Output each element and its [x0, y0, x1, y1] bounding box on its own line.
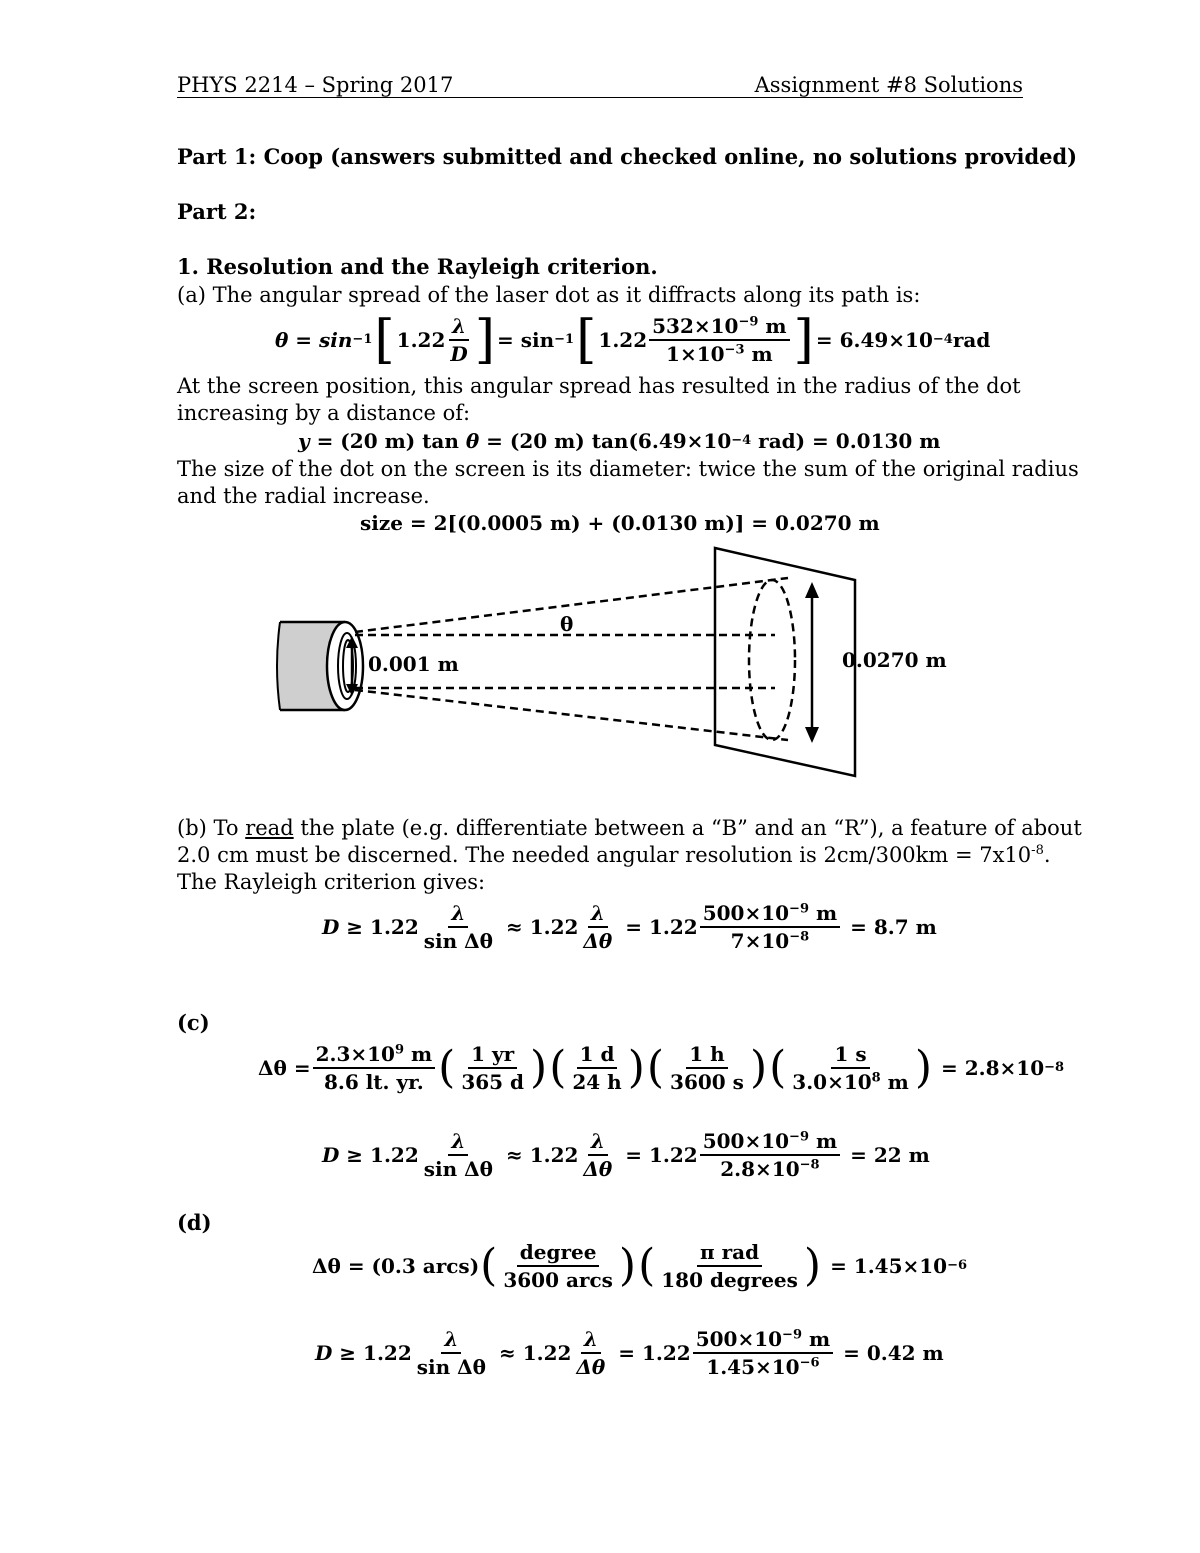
eqb-d3: 7×10 — [730, 929, 790, 953]
equation-angular-spread: θ = sin −1 [ 1.22 $\frac{\lambda}{D}$ ] = sin −1 [ 1.22 $\frac{532\times 10^{-9} m}{1\times 10^{-3} m}$ ] = 6.49×10 −4 rad — [275, 310, 991, 370]
paren-open: ( — [549, 1042, 567, 1093]
paren-close: ) — [914, 1042, 933, 1093]
eqd2-n3-unit: m — [802, 1327, 831, 1351]
fraction — [421, 901, 496, 953]
eqc2-n3-unit: m — [809, 1129, 838, 1153]
fraction — [421, 1129, 496, 1181]
paragraph-size-line1: The size of the dot on the screen is its diameter: twice the sum of the original radius — [177, 457, 1079, 481]
eqd1-n2: π rad — [697, 1240, 762, 1267]
equation-radius-increase: y = (20 m) tan θ = (20 m) tan(6.49×10 −4 rad) = 0.0130 m — [298, 429, 941, 453]
paren-open: ( — [480, 1240, 498, 1291]
eqc2-n3-exp: −9 — [789, 1129, 809, 1145]
eqc1-n4: 1 h — [686, 1042, 727, 1069]
eqd1-d1: 3600 arcs — [503, 1268, 613, 1292]
part-c-label: (c) — [177, 1010, 210, 1035]
paren-open: ( — [638, 1240, 656, 1291]
eqc1-n5: 1 s — [831, 1042, 869, 1069]
eq2-b: = (20 m) tan — [309, 429, 466, 453]
fraction — [573, 1327, 608, 1379]
part-b-line1 — [177, 815, 1082, 841]
eq2-e: rad) = 0.0130 m — [751, 429, 941, 453]
eqb-res: = 8.7 m — [850, 915, 937, 939]
paragraph-size-line2: and the radial increase. — [177, 484, 430, 508]
equation-rayleigh-c — [322, 1126, 930, 1184]
eq2-theta: θ — [465, 429, 480, 453]
eqb-eq: = 1.22 — [625, 915, 698, 939]
eqc2-res: = 22 m — [850, 1143, 930, 1167]
eqc1-d5: 3.0×10 — [792, 1070, 872, 1094]
eqc1-d1: 8.6 lt. yr. — [323, 1070, 424, 1094]
equation-angle-d: Δθ = (0.3 arcs) ( $\frac{\text{degree}}{\text{3600 arcs}}$ ) ( $\frac{\text{π rad}}{\text{180 degrees}}$ ) = 1.45×10 −6 — [312, 1240, 968, 1292]
eq1-lhs: θ = sin — [275, 328, 353, 352]
paren-close: ) — [803, 1240, 822, 1291]
eqc1-d5-unit: m — [880, 1070, 909, 1094]
fraction — [447, 314, 470, 366]
eqb-d2: Δθ — [583, 929, 613, 953]
eqc2-n2: λ — [588, 1129, 608, 1156]
eq1-num1: λ — [449, 314, 469, 341]
eqd2-n3-exp: −9 — [782, 1327, 802, 1343]
fraction — [414, 1327, 489, 1379]
paren-close: ) — [749, 1042, 768, 1093]
fraction — [313, 1042, 436, 1094]
eqc1-n1-unit: m — [404, 1042, 433, 1066]
eq1-den2-unit: m — [744, 342, 773, 366]
eqc1-d4: 3600 s — [670, 1070, 744, 1094]
eqc1-res: = 2.8×10 — [941, 1056, 1045, 1080]
bracket-close: ] — [474, 310, 496, 370]
eqc2-eq: = 1.22 — [625, 1143, 698, 1167]
eqc2-n3: 500×10 — [702, 1129, 790, 1153]
eqc2-d3: 2.8×10 — [720, 1157, 800, 1181]
eqd1-n1: degree — [517, 1240, 600, 1267]
bracket-open: [ — [576, 310, 597, 370]
fraction — [649, 314, 789, 366]
eq1-k2: 1.22 — [598, 328, 648, 352]
equation-dot-size: size = 2[(0.0005 m) + (0.0130 m)] = 0.0270 m — [360, 511, 880, 535]
eqd2-d3-exp: −6 — [799, 1355, 820, 1371]
eq1-result-unit: rad — [952, 328, 991, 352]
paren-close: ) — [627, 1042, 645, 1093]
header-left: PHYS 2214 – Spring 2017 — [177, 73, 454, 97]
diagram-theta-label: θ — [560, 612, 574, 636]
eqc1-d5-exp: 8 — [871, 1070, 881, 1086]
eqd2-ge: ≥ 1.22 — [332, 1341, 412, 1365]
part-b-line2-text: 2.0 cm must be discerned. The needed angular resolution is 2cm/300km = 7x10 — [177, 843, 1032, 867]
eqb-n3: 500×10 — [702, 901, 790, 925]
eq2-d: = (20 m) tan(6.49×10 — [479, 429, 732, 453]
paragraph-radius-line1: At the screen position, this angular spread has resulted in the radius of the dot — [177, 374, 1021, 398]
laser-beam-diagram — [260, 540, 880, 790]
eqb-d3-exp: −8 — [789, 929, 810, 945]
paren-close: ) — [530, 1042, 548, 1093]
eq1-num2: 532×10 — [652, 314, 739, 338]
fraction — [700, 1129, 840, 1181]
eqb-d1: sin Δθ — [423, 929, 493, 953]
eqc1-n3: 1 d — [577, 1042, 618, 1069]
diagram-large-label: 0.0270 m — [842, 648, 947, 672]
part-b-underlined: read — [245, 816, 294, 840]
part-b-post: the plate (e.g. differentiate between a “B” and an “R”), a feature of about — [293, 816, 1082, 840]
eqb-approx: ≈ 1.22 — [505, 915, 579, 939]
fraction — [569, 1042, 624, 1094]
part-b-line3: The Rayleigh criterion gives: — [177, 870, 486, 894]
paren-close: ) — [618, 1240, 637, 1291]
eqd2-approx: ≈ 1.22 — [498, 1341, 572, 1365]
paren-open: ( — [769, 1042, 787, 1093]
eq1-den2-exp: −3 — [724, 342, 745, 358]
part-b-line2 — [177, 842, 1051, 868]
eqc1-n2: 1 yr — [468, 1042, 517, 1069]
eqc2-n1: λ — [448, 1129, 468, 1156]
eqc1-n1: 2.3×10 — [315, 1042, 395, 1066]
eq1-den1: D — [450, 342, 468, 366]
fraction — [658, 1240, 801, 1292]
eqd2-res: = 0.42 m — [843, 1341, 944, 1365]
eqc2-d2: Δθ — [583, 1157, 613, 1181]
eqd2-lhs: D — [315, 1341, 333, 1365]
eq1-k: 1.22 — [396, 328, 446, 352]
eqd1-lhs: Δθ = (0.3 arcs) — [312, 1254, 480, 1278]
eqc1-d2: 365 d — [461, 1070, 525, 1094]
paragraph-radius-line2: increasing by a distance of: — [177, 401, 471, 425]
part-b-pre: (b) To — [177, 816, 246, 840]
eq1-num2-unit: m — [758, 314, 787, 338]
eq2-y: y — [298, 429, 310, 453]
part-d-label: (d) — [177, 1210, 212, 1235]
eqd2-n3: 500×10 — [695, 1327, 783, 1351]
eqb-n1: λ — [448, 901, 468, 928]
fraction — [700, 901, 840, 953]
fraction — [693, 1327, 833, 1379]
eqc2-lhs: D — [322, 1143, 340, 1167]
eqc1-lhs: Δθ = — [258, 1056, 311, 1080]
eqb-n3-unit: m — [809, 901, 838, 925]
fraction — [667, 1042, 747, 1094]
eqd2-eq: = 1.22 — [618, 1341, 691, 1365]
header-right: Assignment #8 Solutions — [754, 73, 1023, 97]
fraction — [789, 1042, 912, 1094]
eqc1-n1-exp: 9 — [394, 1042, 405, 1058]
paren-open: ( — [438, 1042, 456, 1093]
paren-open: ( — [646, 1042, 665, 1093]
eqb-n2: λ — [588, 901, 608, 928]
diagram-small-label: 0.001 m — [368, 652, 459, 676]
equation-angle-c: Δθ = $\frac{2.3\times 10^9 m}{8.6 lt. yr.}$ ( $\frac{1 yr}{365 d}$ ) ( $\frac{1 d}{24 h}$ ) ( $\frac{1 h}{3600 s}$ ) ( $\frac{1 s}{3.0\times 10^8 m}$ ) = 2.8×10 −8 — [258, 1042, 1065, 1094]
fraction — [500, 1240, 616, 1292]
eq1-den2: 1×10 — [666, 342, 725, 366]
eqd2-d2: Δθ — [576, 1355, 606, 1379]
eqb-n3-exp: −9 — [789, 901, 809, 917]
part2-heading: Part 2: — [177, 199, 257, 224]
eqd1-res: = 1.45×10 — [830, 1254, 948, 1278]
part1-heading: Part 1: Coop (answers submitted and checked online, no solutions provided) — [177, 144, 1078, 169]
fraction — [580, 901, 615, 953]
eqb-ge: ≥ 1.22 — [339, 915, 419, 939]
header-rule — [177, 97, 1023, 98]
part-a-intro: (a) The angular spread of the laser dot as it diffracts along its path is: — [177, 283, 921, 307]
eqc2-d1: sin Δθ — [423, 1157, 493, 1181]
part-b-line2-exp: -8 — [1031, 843, 1044, 858]
eqc1-d3: 24 h — [572, 1070, 622, 1094]
eqc2-approx: ≈ 1.22 — [505, 1143, 579, 1167]
eqd1-d2: 180 degrees — [661, 1268, 798, 1292]
eqc2-ge: ≥ 1.22 — [339, 1143, 419, 1167]
part-b-line2-end: . — [1043, 843, 1051, 867]
laser-back-edge — [277, 622, 280, 710]
eq1-num2-exp: −9 — [738, 314, 759, 330]
eqd2-n2: λ — [581, 1327, 601, 1354]
eqd2-n1: λ — [441, 1327, 461, 1354]
screen-plane — [715, 548, 855, 776]
eqb-lhs: D — [322, 915, 340, 939]
eq1-mid: = sin — [497, 328, 555, 352]
fraction — [458, 1042, 527, 1094]
eq1-result: = 6.49×10 — [815, 328, 933, 352]
equation-rayleigh-b — [322, 898, 937, 956]
bracket-close: ] — [793, 310, 814, 370]
bracket-open: [ — [374, 310, 395, 370]
eqd2-d1: sin Δθ — [416, 1355, 486, 1379]
question1-title: 1. Resolution and the Rayleigh criterion. — [177, 254, 658, 279]
eqd2-d3: 1.45×10 — [706, 1355, 800, 1379]
equation-rayleigh-d — [315, 1324, 944, 1382]
fraction — [580, 1129, 615, 1181]
eqc2-d3-exp: −8 — [799, 1157, 820, 1173]
